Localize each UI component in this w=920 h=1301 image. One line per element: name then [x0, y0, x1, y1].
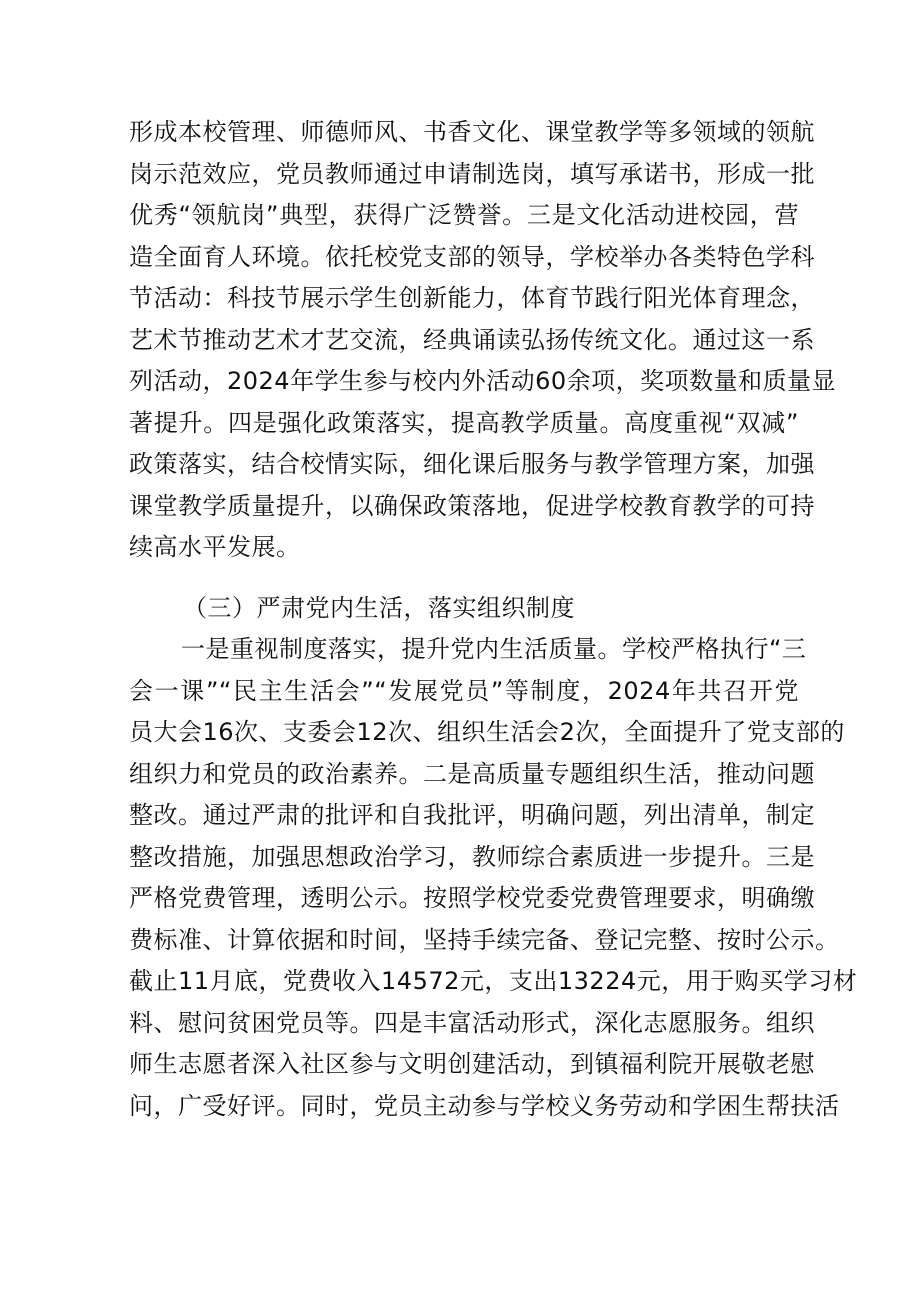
- paragraph-line: 列活动，2024年学生参与校内外活动60余项，奖项数量和质量显: [129, 367, 837, 395]
- paragraph-body-1: [129, 112, 837, 569]
- paragraph-line: 一是重视制度落实，提升党内生活质量。学校严格执行“三: [181, 635, 807, 663]
- paragraph-line: 优秀“领航岗”典型，获得广泛赞誉。三是文化活动进校园，营: [129, 201, 799, 229]
- paragraph-line: 严格党费管理，透明公示。按照学校党委党费管理要求，明确缴: [129, 884, 815, 912]
- paragraph-line: 整改措施，加强思想政治学习，教师综合素质进一步提升。三是: [129, 842, 815, 871]
- paragraph-line: 政策落实，结合校情实际，细化课后服务与教学管理方案，加强: [129, 450, 815, 478]
- paragraph-line: 问，广受好评。同时，党员主动参与学校义务劳动和学困生帮扶活: [129, 1091, 840, 1120]
- paragraph-line: 会一课”“民主生活会”“发展党员”等制度，2024年共召开党: [129, 676, 799, 705]
- paragraph-line: 续高水平发展。: [129, 533, 301, 561]
- paragraph-line: 截止11月底，党费收入14572元，支出13224元，用于购买学习材: [129, 967, 858, 995]
- paragraph-line: 组织力和党员的政治素养。二是高质量专题组织生活，推动问题: [129, 759, 815, 788]
- paragraph-line: 课堂教学质量提升，以确保政策落地，促进学校教育教学的可持: [129, 491, 815, 520]
- paragraph-line: 节活动：科技节展示学生创新能力，体育节践行阳光体育理念，: [129, 284, 815, 312]
- paragraph-line: 岗示范效应，党员教师通过申请制选岗，填写承诺书，形成一批: [129, 159, 815, 188]
- paragraph-line: 整改。通过严肃的批评和自我批评，明确问题，列出清单，制定: [129, 801, 815, 829]
- paragraph-line: 师生志愿者深入社区参与文明创建活动，到镇福利院开展敬老慰: [129, 1050, 815, 1078]
- paragraph-line: 造全面育人环境。依托校党支部的领导，学校举办各类特色学科: [129, 242, 815, 271]
- paragraph-line: 费标准、计算依据和时间，坚持手续完备、登记完整、按时公示。: [129, 925, 840, 954]
- paragraph-body-2: [129, 629, 858, 1127]
- section-heading: （三）严肃党内生活，落实组织制度: [183, 594, 575, 622]
- paragraph-line: 著提升。四是强化政策落实，提高教学质量。高度重视“双减”: [129, 408, 799, 437]
- paragraph-line: 形成本校管理、师德师风、书香文化、课堂教学等多领域的领航: [129, 118, 815, 146]
- paragraph-line: 艺术节推动艺术才艺交流，经典诵读弘扬传统文化。通过这一系: [129, 325, 815, 354]
- paragraph-line: 料、慰问贫困党员等。四是丰富活动形式，深化志愿服务。组织: [129, 1008, 815, 1037]
- paragraph-line: 员大会16次、支委会12次、组织生活会2次，全面提升了党支部的: [129, 718, 845, 746]
